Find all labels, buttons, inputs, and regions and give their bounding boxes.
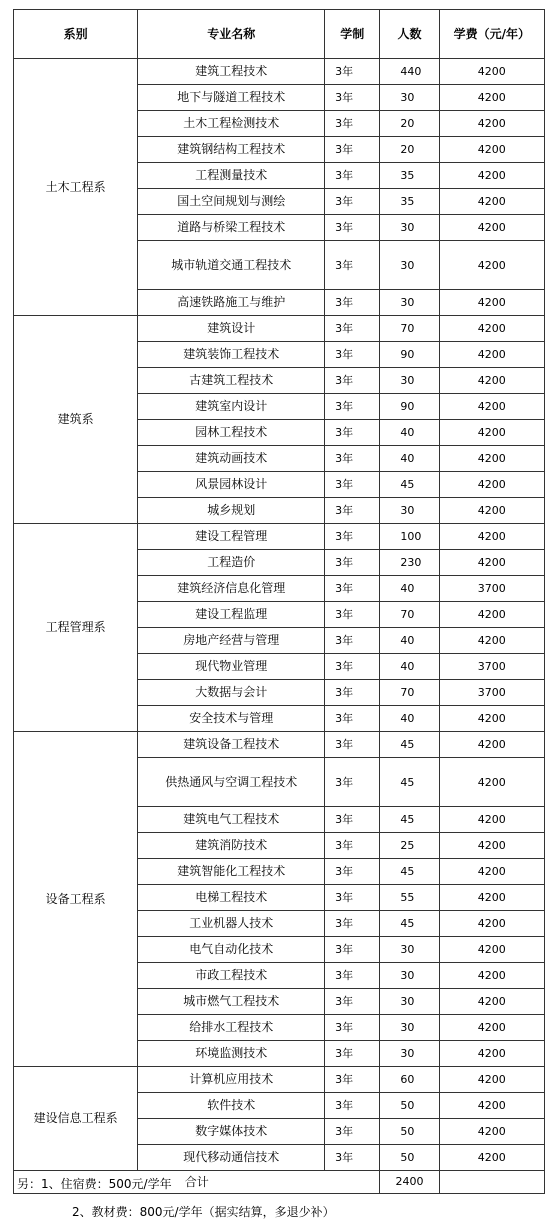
count-cell: 40 [380,576,439,602]
duration-cell: 3年 [325,576,380,602]
major-cell: 软件技术 [138,1093,325,1119]
major-cell: 大数据与会计 [138,680,325,706]
fee-cell: 4200 [439,111,544,137]
major-cell: 计算机应用技术 [138,1067,325,1093]
fee-cell: 4200 [439,989,544,1015]
count-cell: 50 [380,1145,439,1171]
duration-cell: 3年 [325,241,380,290]
major-cell: 电气自动化技术 [138,937,325,963]
count-cell: 70 [380,680,439,706]
fee-cell: 4200 [439,885,544,911]
duration-cell: 3年 [325,1119,380,1145]
fee-cell: 4200 [439,1145,544,1171]
count-cell: 100 [380,524,439,550]
duration-cell: 3年 [325,706,380,732]
fee-cell: 4200 [439,137,544,163]
major-cell: 建筑电气工程技术 [138,807,325,833]
duration-cell: 3年 [325,963,380,989]
table-header [14,10,545,59]
major-cell: 现代物业管理 [138,654,325,680]
fee-cell: 4200 [439,215,544,241]
fee-cell: 4200 [439,368,544,394]
fee-cell: 4200 [439,758,544,807]
fee-cell: 4200 [439,446,544,472]
count-cell: 45 [380,859,439,885]
fee-cell: 4200 [439,1015,544,1041]
note-line-2: 2、教材费：800元/学年（据实结算，多退少补） [72,1205,335,1219]
duration-cell: 3年 [325,111,380,137]
fee-cell: 4200 [439,706,544,732]
fee-cell: 4200 [439,472,544,498]
major-cell: 城市燃气工程技术 [138,989,325,1015]
duration-cell: 3年 [325,1041,380,1067]
major-cell: 园林工程技术 [138,420,325,446]
count-cell: 90 [380,342,439,368]
major-cell: 建筑智能化工程技术 [138,859,325,885]
count-cell: 45 [380,758,439,807]
duration-cell: 3年 [325,163,380,189]
fee-cell: 4200 [439,833,544,859]
duration-cell: 3年 [325,1145,380,1171]
total-fee-empty [439,1171,544,1194]
tuition-table-container [13,9,545,1194]
fee-cell: 3700 [439,680,544,706]
fee-cell: 4200 [439,550,544,576]
major-cell: 数字媒体技术 [138,1119,325,1145]
duration-cell: 3年 [325,628,380,654]
major-cell: 城乡规划 [138,498,325,524]
fee-cell: 4200 [439,628,544,654]
fee-cell: 4200 [439,963,544,989]
major-cell: 风景园林设计 [138,472,325,498]
dept-cell: 设备工程系 [14,732,138,1067]
duration-cell: 3年 [325,911,380,937]
table-row [14,524,545,550]
fee-cell: 4200 [439,807,544,833]
count-cell: 25 [380,833,439,859]
fee-cell: 4200 [439,1041,544,1067]
fee-cell: 4200 [439,342,544,368]
duration-cell: 3年 [325,472,380,498]
dept-cell: 工程管理系 [14,524,138,732]
fee-cell: 4200 [439,911,544,937]
duration-cell: 3年 [325,290,380,316]
fee-cell: 4200 [439,59,544,85]
duration-cell: 3年 [325,1093,380,1119]
duration-cell: 3年 [325,394,380,420]
fee-cell: 4200 [439,1093,544,1119]
count-cell: 35 [380,163,439,189]
duration-cell: 3年 [325,885,380,911]
major-cell: 建筑设备工程技术 [138,732,325,758]
fee-cell: 4200 [439,420,544,446]
duration-cell: 3年 [325,807,380,833]
duration-cell: 3年 [325,602,380,628]
major-cell: 城市轨道交通工程技术 [138,241,325,290]
count-cell: 55 [380,885,439,911]
major-cell: 电梯工程技术 [138,885,325,911]
count-cell: 45 [380,807,439,833]
table-body [14,59,545,1171]
major-cell: 建筑钢结构工程技术 [138,137,325,163]
count-cell: 60 [380,1067,439,1093]
count-cell: 40 [380,628,439,654]
count-cell: 30 [380,368,439,394]
fee-cell: 4200 [439,1067,544,1093]
major-cell: 建筑设计 [138,316,325,342]
count-cell: 40 [380,706,439,732]
tuition-table [13,9,545,1194]
count-cell: 70 [380,602,439,628]
header-count: 人数 [380,10,439,59]
duration-cell: 3年 [325,680,380,706]
count-cell: 35 [380,189,439,215]
major-cell: 安全技术与管理 [138,706,325,732]
duration-cell: 3年 [325,1067,380,1093]
duration-cell: 3年 [325,833,380,859]
fee-cell: 4200 [439,498,544,524]
duration-cell: 3年 [325,758,380,807]
major-cell: 高速铁路施工与维护 [138,290,325,316]
major-cell: 环境监测技术 [138,1041,325,1067]
fee-cell: 4200 [439,524,544,550]
duration-cell: 3年 [325,1015,380,1041]
header-major: 专业名称 [138,10,325,59]
duration-cell: 3年 [325,550,380,576]
fee-cell: 4200 [439,85,544,111]
major-cell: 给排水工程技术 [138,1015,325,1041]
duration-cell: 3年 [325,59,380,85]
major-cell: 房地产经营与管理 [138,628,325,654]
major-cell: 建设工程监理 [138,602,325,628]
count-cell: 40 [380,654,439,680]
major-cell: 地下与隧道工程技术 [138,85,325,111]
count-cell: 30 [380,1015,439,1041]
count-cell: 40 [380,446,439,472]
count-cell: 45 [380,732,439,758]
duration-cell: 3年 [325,937,380,963]
fee-cell: 3700 [439,654,544,680]
major-cell: 国土空间规划与测绘 [138,189,325,215]
count-cell: 30 [380,290,439,316]
count-cell: 30 [380,85,439,111]
count-cell: 20 [380,111,439,137]
count-cell: 90 [380,394,439,420]
major-cell: 供热通风与空调工程技术 [138,758,325,807]
major-cell: 建筑消防技术 [138,833,325,859]
major-cell: 建筑室内设计 [138,394,325,420]
count-cell: 30 [380,215,439,241]
major-cell: 现代移动通信技术 [138,1145,325,1171]
notes [17,1170,335,1226]
fee-cell: 4200 [439,394,544,420]
duration-cell: 3年 [325,420,380,446]
major-cell: 建筑装饰工程技术 [138,342,325,368]
count-cell: 40 [380,420,439,446]
count-cell: 30 [380,937,439,963]
duration-cell: 3年 [325,498,380,524]
major-cell: 工程测量技术 [138,163,325,189]
header-dept: 系别 [14,10,138,59]
duration-cell: 3年 [325,732,380,758]
major-cell: 工程造价 [138,550,325,576]
header-fee: 学费（元/年） [439,10,544,59]
fee-cell: 4200 [439,290,544,316]
duration-cell: 3年 [325,215,380,241]
duration-cell: 3年 [325,524,380,550]
count-cell: 30 [380,989,439,1015]
fee-cell: 4200 [439,241,544,290]
fee-cell: 3700 [439,576,544,602]
total-count: 2400 [380,1171,439,1194]
count-cell: 230 [380,550,439,576]
duration-cell: 3年 [325,342,380,368]
dept-cell: 建设信息工程系 [14,1067,138,1171]
fee-cell: 4200 [439,1119,544,1145]
fee-cell: 4200 [439,163,544,189]
count-cell: 30 [380,1041,439,1067]
count-cell: 45 [380,472,439,498]
table-row [14,732,545,758]
major-cell: 建筑动画技术 [138,446,325,472]
note-line-1: 另：1、住宿费：500元/学年 [17,1177,172,1191]
count-cell: 70 [380,316,439,342]
total-label: 合计 [14,1171,380,1194]
header-duration: 学制 [325,10,380,59]
count-cell: 30 [380,241,439,290]
count-cell: 45 [380,911,439,937]
duration-cell: 3年 [325,859,380,885]
fee-cell: 4200 [439,937,544,963]
duration-cell: 3年 [325,189,380,215]
fee-cell: 4200 [439,316,544,342]
count-cell: 50 [380,1119,439,1145]
count-cell: 30 [380,498,439,524]
major-cell: 建筑经济信息化管理 [138,576,325,602]
table-row [14,1067,545,1093]
duration-cell: 3年 [325,137,380,163]
major-cell: 建设工程管理 [138,524,325,550]
duration-cell: 3年 [325,85,380,111]
major-cell: 建筑工程技术 [138,59,325,85]
dept-cell: 土木工程系 [14,59,138,316]
duration-cell: 3年 [325,446,380,472]
count-cell: 50 [380,1093,439,1119]
fee-cell: 4200 [439,859,544,885]
major-cell: 古建筑工程技术 [138,368,325,394]
fee-cell: 4200 [439,602,544,628]
major-cell: 市政工程技术 [138,963,325,989]
major-cell: 道路与桥梁工程技术 [138,215,325,241]
major-cell: 工业机器人技术 [138,911,325,937]
dept-cell: 建筑系 [14,316,138,524]
table-row [14,316,545,342]
count-cell: 30 [380,963,439,989]
duration-cell: 3年 [325,654,380,680]
fee-cell: 4200 [439,732,544,758]
fee-cell: 4200 [439,189,544,215]
count-cell: 440 [380,59,439,85]
duration-cell: 3年 [325,989,380,1015]
duration-cell: 3年 [325,368,380,394]
count-cell: 20 [380,137,439,163]
major-cell: 土木工程检测技术 [138,111,325,137]
table-row [14,59,545,85]
duration-cell: 3年 [325,316,380,342]
